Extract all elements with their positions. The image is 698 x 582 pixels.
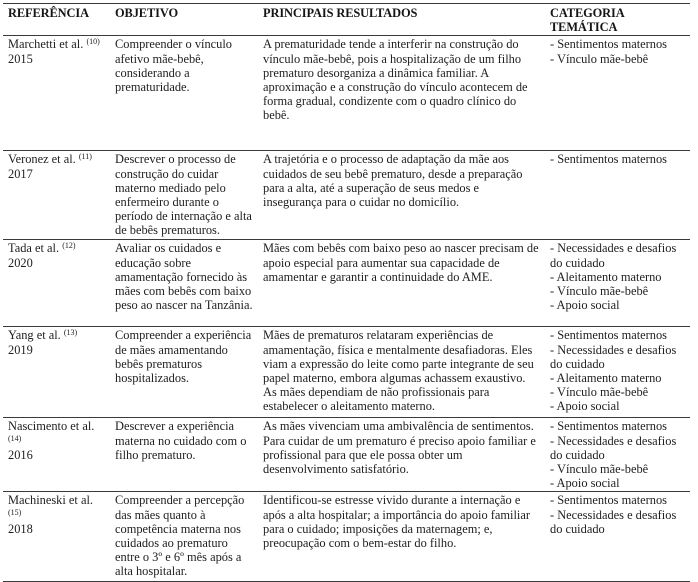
objective-cell: Compreender o vínculo afetivo mãe-bebê, considerando a prematuridade. [115,37,232,95]
reference-number: (12) [62,241,76,251]
reference-author: Nascimento et al. [8,419,95,434]
reference-number: (11) [78,152,92,162]
results-cell: As mães vivenciam uma ambivalência de sentimentos. Para cuidar de um prematuro é preciso apoio familiar e profissional para que ele possa obter um desenvolvimento satisfatório. [263,419,536,477]
reference-cell [3,327,110,418]
reference-year: 2018 [8,521,33,536]
header-results: PRINCIPAIS RESULTADOS [263,6,418,20]
category-item: - Necessidades e desafios do cuidado [550,433,677,462]
category-item: - Aleitamento materno [550,371,662,386]
reference-cell [3,418,110,492]
results-cell: A trajetória e o processo de adaptação da mãe aos cuidados de seu bebê prematuro, desde a preparação para a alta, até a superação de seus medos e insegurança para o cuidar no domicílio. [263,152,523,210]
reference-author: Marchetti et al. [8,37,84,52]
reference-cell [3,492,110,582]
category-cell [545,327,690,418]
table-row [3,418,690,492]
objective-cell: Avaliar os cuidados e educação sobre amamentação fornecido às mães com bebês com baixo peso ao nascer na Tanzânia. [115,241,253,313]
header-row [3,4,690,36]
category-cell [545,492,690,582]
reference-number: (14) [8,433,22,443]
results-cell: Identificou-se estresse vivido durante a internação e após a alta hospitalar; a importância do apoio familiar para o cuidado; imposições da maternagem; e, preocupação com o bem-estar do filho. [263,493,530,551]
reference-year: 2017 [8,166,33,181]
category-item: - Apoio social [550,476,620,491]
reference-author: Yang et al. [8,328,61,343]
category-cell [545,240,690,327]
reference-cell [3,36,110,151]
table-row [3,327,690,418]
category-cell [545,418,690,492]
studies-table [3,3,690,582]
table-row [3,492,690,582]
category-item: - Sentimentos maternos [550,328,668,343]
header-reference: REFERÊNCIA [8,6,89,20]
category-item: - Necessidades e desafios do cuidado [550,342,677,371]
reference-cell [3,151,110,240]
reference-number: (13) [63,328,78,338]
reference-author: Tada et al. [8,241,60,256]
objective-cell: Descrever a experiência materna no cuidado com o filho prematuro. [115,419,247,462]
reference-year: 2019 [8,342,33,357]
category-item: - Aleitamento materno [550,269,662,284]
reference-year: 2016 [8,447,33,462]
table-row [3,151,690,240]
category-cell [545,151,690,240]
category-item: - Necessidades e desafios do cuidado [550,507,677,536]
reference-number: (10) [86,37,100,47]
category-item: - Sentimentos maternos [550,37,668,52]
objective-cell: Descrever o processo de construção do cuidar materno mediado pelo enfermeiro durante o período de internação e alta de bebês prematuros. [115,152,252,238]
results-cell: A prematuridade tende a interferir na construção do vínculo mãe-bebê, pois a hospitalização de um filho prematuro desorganiza a dinâmica familiar. A aproximação e a construção do vínculo acontecem de forma gradual, condizente com o quadro clínico do bebê. [263,37,528,123]
category-item: - Vínculo mãe-bebê [550,462,649,477]
category-item: - Sentimentos maternos [550,493,668,508]
category-item: - Vínculo mãe-bebê [550,51,649,66]
category-cell [545,36,690,151]
header-category [545,4,690,36]
header-category-line2: TEMÁTICA [550,20,618,35]
reference-number: (15) [8,507,22,517]
objective-cell: Compreender a experiência de mães amamentando bebês prematuros hospitalizados. [115,328,252,386]
table-row [3,240,690,327]
category-item: - Apoio social [550,399,620,414]
reference-author: Machineski et al. [8,493,93,508]
results-cell: Mães com bebês com baixo peso ao nascer precisam de apoio especial para aumentar sua capacidade de amamentar e garantir a continuidade do AME. [263,241,539,284]
table-row [3,36,690,151]
reference-year: 2020 [8,255,33,270]
category-item: - Necessidades e desafios do cuidado [550,241,677,270]
category-item: - Sentimentos maternos [550,419,668,434]
category-item: - Apoio social [550,298,620,313]
objective-cell: Compreender a percepção das mães quanto à competência materna nos cuidados ao prematuro entre o 3º e 6º mês após a alta hospitalar. [115,493,245,579]
header-objective: OBJETIVO [115,6,178,20]
category-item: - Vínculo mãe-bebê [550,284,649,299]
reference-cell [3,240,110,327]
header-category-line1: CATEGORIA [550,6,625,20]
reference-year: 2015 [8,51,33,66]
category-item: - Sentimentos maternos [550,152,668,167]
category-item: - Vínculo mãe-bebê [550,385,649,400]
results-cell: Mães de prematuros relataram experiências de amamentação, física e mentalmente desafiadoras. Eles viam a expressão do leite como parte integrante de seu papel materno, embora algumas achassem exaustivo. As mães dependiam de não profissionais para estabelecer o aleitamento materno. [263,328,534,414]
reference-author: Veronez et al. [8,152,76,167]
